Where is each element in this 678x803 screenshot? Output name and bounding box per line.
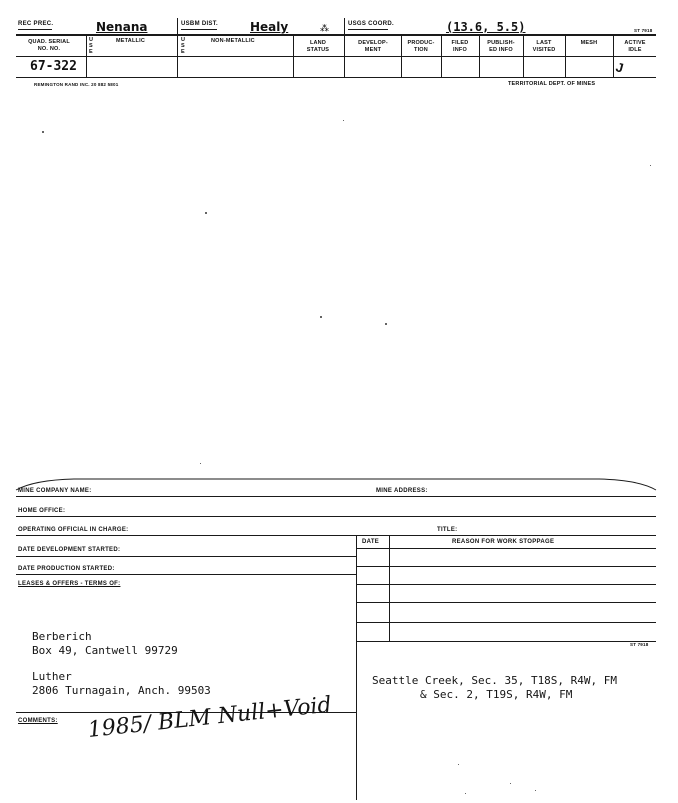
speck — [385, 323, 387, 325]
location-description — [372, 674, 617, 702]
location-line-2: & Sec. 2, T19S, R4W, FM — [420, 688, 573, 701]
form-number: ST 7918 — [634, 28, 653, 33]
speck — [343, 120, 344, 121]
date-production-label: DATE PRODUCTION STARTED: — [18, 566, 115, 572]
leases-offers-label: LEASES & OFFERS - TERMS OF: — [18, 581, 121, 587]
location-line-1: Seattle Creek, Sec. 35, T18S, R4W, FM — [372, 674, 618, 687]
stoppage-row — [356, 602, 656, 603]
speck — [205, 212, 207, 214]
col-active-idle: ACTIVE IDLE — [624, 40, 646, 53]
active-check-mark: J — [614, 59, 626, 76]
reason-column-label: REASON FOR WORK STOPPAGE — [452, 539, 555, 545]
owner-2-name: Luther — [32, 670, 72, 683]
column-header-rule — [16, 56, 656, 57]
col-published-info: PUBLISH- ED INFO — [487, 40, 515, 53]
header-rule — [16, 34, 656, 36]
back-rule-5 — [16, 574, 356, 575]
speck — [320, 316, 322, 318]
usgs-coord-underline — [348, 29, 388, 30]
back-rule-3 — [16, 535, 656, 536]
speck — [650, 165, 651, 166]
row-bottom-rule — [16, 77, 656, 78]
owner-1-address: Box 49, Cantwell 99729 — [32, 644, 178, 657]
col-development: DEVELOP- MENT — [358, 40, 388, 53]
operating-official-label: OPERATING OFFICIAL IN CHARGE: — [18, 527, 129, 533]
printer-imprint: REMINGTON RAND INC. 20 882 5801 — [34, 82, 119, 87]
divider-1 — [177, 18, 178, 77]
mine-address-label: MINE ADDRESS: — [376, 488, 428, 494]
col-production: PRODUC- TION — [407, 40, 435, 53]
col-metallic: METALLIC — [116, 38, 145, 44]
title-label: TITLE: — [437, 527, 458, 533]
department-imprint: TERRITORIAL DEPT. OF MINES — [508, 81, 596, 87]
col-non-metallic: NON-METALLIC — [211, 38, 255, 44]
col-div-b — [293, 36, 294, 77]
stoppage-header-rule — [356, 548, 656, 549]
usgs-coord-value: (13.6, 5.5) — [446, 20, 526, 34]
owner-1 — [32, 630, 178, 658]
col-use-2: U S E — [181, 37, 186, 55]
back-rule-1 — [16, 496, 656, 497]
stamp-mark-icon: ⁂ — [320, 23, 329, 33]
comments-right-border — [356, 642, 357, 800]
home-office-label: HOME OFFICE: — [18, 508, 66, 514]
mine-company-label: MINE COMPANY NAME: — [18, 488, 92, 494]
owner-1-name: Berberich — [32, 630, 92, 643]
usgm-dist-underline — [181, 29, 217, 30]
back-form-number: ST 7918 — [630, 642, 649, 647]
col-last-visited: LAST VISITED — [532, 40, 556, 53]
card-top-curve — [14, 476, 658, 492]
back-rule-4 — [16, 556, 356, 557]
date-column-label: DATE — [362, 539, 380, 545]
col-filed-info: FILED INFO — [451, 40, 469, 53]
col-land-status: LAND STATUS — [306, 40, 330, 53]
comments-label: COMMENTS: — [18, 718, 58, 724]
quad-serial-value: 67-322 — [30, 59, 77, 74]
stoppage-row — [356, 622, 656, 623]
back-rule-2 — [16, 516, 656, 517]
handwritten-comment: 1985/ BLM Null+Void — [86, 692, 333, 743]
rec-prec-label: REC PREC. — [18, 21, 54, 27]
speck — [200, 463, 201, 464]
speck — [42, 131, 44, 133]
stoppage-row — [356, 641, 656, 642]
stoppage-left-border — [356, 536, 357, 642]
stoppage-date-divider — [389, 536, 390, 642]
stoppage-row — [356, 566, 656, 567]
rec-prec-underline — [18, 29, 52, 30]
usgm-dist-value: Healy — [250, 20, 289, 34]
speck — [465, 793, 466, 794]
owner-2-address: 2806 Turnagain, Anch. 99503 — [32, 684, 211, 697]
col-quad-serial: QUAD. SERIAL NO. NO. — [28, 39, 70, 52]
rec-prec-value: Nenana — [96, 20, 148, 34]
col-use-1: U S E — [89, 37, 94, 55]
speck — [510, 783, 511, 784]
col-div-a — [86, 36, 87, 77]
date-development-label: DATE DEVELOPMENT STARTED: — [18, 547, 121, 553]
col-mesh: MESH — [580, 40, 598, 46]
owner-2 — [32, 670, 211, 698]
usgm-dist-label: USBM DIST. — [181, 21, 219, 27]
speck — [535, 790, 536, 791]
speck — [458, 764, 459, 765]
stoppage-row — [356, 584, 656, 585]
usgs-coord-label: USGS COORD. — [348, 21, 394, 27]
divider-2 — [344, 18, 345, 77]
